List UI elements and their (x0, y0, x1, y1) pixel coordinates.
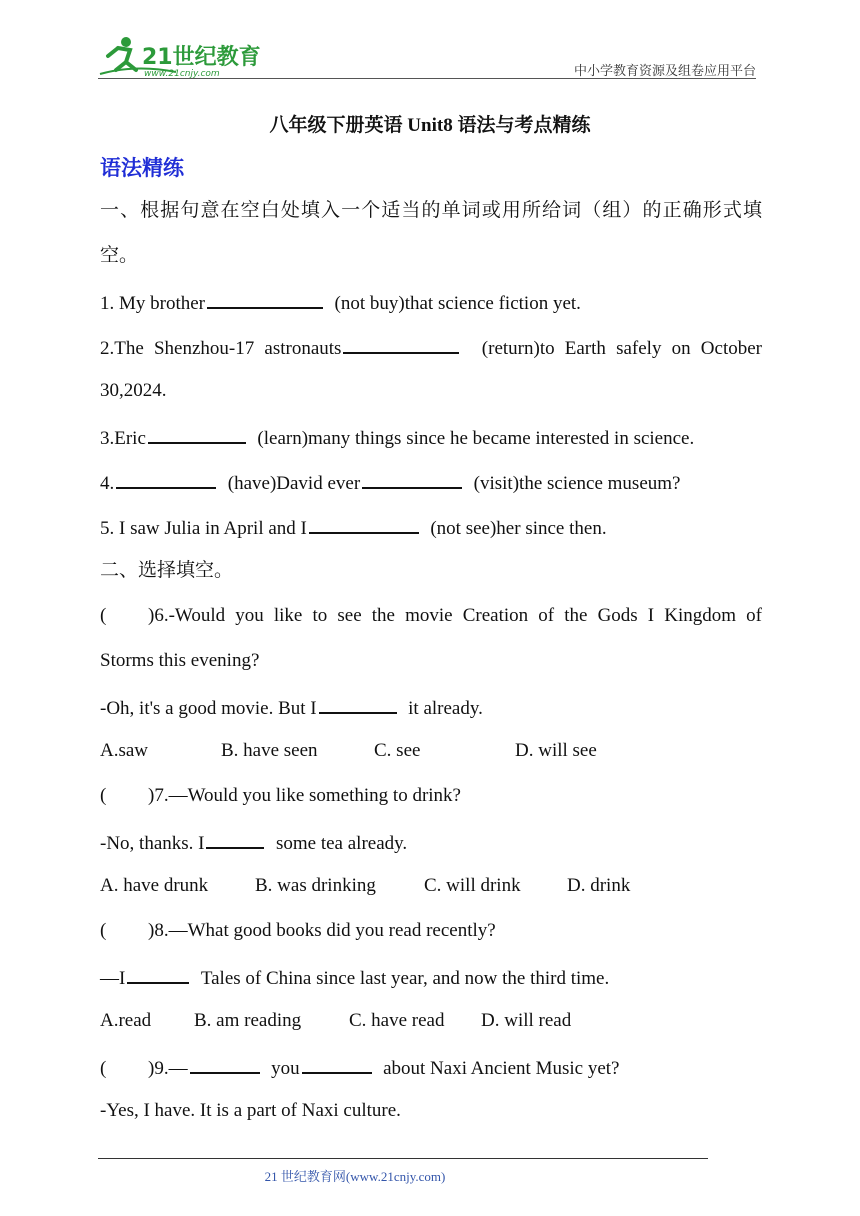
question-8-options (100, 1009, 571, 1033)
platform-name: 中小学教育资源及组卷应用平台 (573, 63, 756, 78)
page-title: 八年级下册英语 Unit8 语法与考点精练 (269, 115, 591, 136)
question-6: ( )6.-Would you like to see the movie Creation of the Gods I Kingdom of (100, 605, 762, 626)
question-3: 3.Eric (learn)many things since he became interested in science. (100, 424, 694, 451)
answer-blank[interactable] (116, 469, 216, 489)
answer-blank[interactable] (319, 694, 397, 714)
answer-blank[interactable] (207, 289, 323, 309)
runner-logo-icon (96, 34, 266, 80)
option-d[interactable]: D. will see (515, 740, 597, 761)
answer-blank[interactable] (302, 1054, 372, 1074)
option-d[interactable]: D. drink (567, 875, 631, 896)
question-5: 5. I saw Julia in April and I (not see)her since then. (100, 514, 607, 541)
svg-text:www.21cnjy.com: www.21cnjy.com (144, 69, 220, 79)
section-heading: 语法精练 (100, 156, 184, 180)
site-logo (96, 34, 266, 80)
option-b[interactable]: B. am reading (194, 1010, 302, 1031)
question-6-cont: Storms this evening? (100, 650, 260, 671)
option-a[interactable]: A. have drunk (100, 875, 209, 896)
question-6-response: -Oh, it's a good movie. But I it already. (100, 694, 483, 721)
option-c[interactable]: C. have read (349, 1010, 445, 1031)
option-a[interactable]: A.read (100, 1010, 152, 1031)
footer-text[interactable]: 21 世纪教育网(www.21cnjy.com) (264, 1169, 446, 1184)
svg-text:21世纪教育: 21世纪教育 (142, 45, 261, 70)
question-2: 2.The Shenzhou-17 astronauts (return)to Earth safely on October (100, 334, 762, 361)
option-c[interactable]: C. see (374, 740, 421, 761)
footer-divider (98, 1158, 708, 1159)
answer-blank[interactable] (362, 469, 462, 489)
part1-instruction-cont: 空。 (100, 245, 139, 266)
answer-blank[interactable] (343, 334, 459, 354)
question-1: 1. My brother (not buy)that science fiction yet. (100, 289, 581, 316)
question-2-cont: 30,2024. (100, 380, 167, 401)
answer-blank[interactable] (190, 1054, 260, 1074)
answer-blank[interactable] (148, 424, 246, 444)
question-8-response: —I Tales of China since last year, and now the third time. (100, 964, 609, 991)
option-d[interactable]: D. will read (481, 1010, 572, 1031)
answer-blank[interactable] (309, 514, 419, 534)
question-4: 4. (have)David ever (visit)the science museum? (100, 469, 680, 496)
option-b[interactable]: B. was drinking (255, 875, 376, 896)
question-9-response: -Yes, I have. It is a part of Naxi culture. (100, 1100, 401, 1121)
question-6-options (100, 739, 597, 763)
part1-instruction: 一、根据句意在空白处填入一个适当的单词或用所给词（组）的正确形式填 (100, 200, 762, 221)
answer-blank[interactable] (127, 964, 189, 984)
question-7: ( )7.—Would you like something to drink? (100, 785, 461, 806)
question-9: ( )9.— you about Naxi Ancient Music yet? (100, 1054, 619, 1081)
header-divider (98, 78, 756, 79)
option-b[interactable]: B. have seen (221, 740, 318, 761)
question-7-response: -No, thanks. I some tea already. (100, 829, 407, 856)
answer-blank[interactable] (206, 829, 264, 849)
question-7-options (100, 874, 630, 898)
part2-instruction: 二、选择填空。 (100, 560, 234, 581)
option-a[interactable]: A.saw (100, 740, 149, 761)
question-8: ( )8.—What good books did you read recently? (100, 920, 496, 941)
option-c[interactable]: C. will drink (424, 875, 521, 896)
